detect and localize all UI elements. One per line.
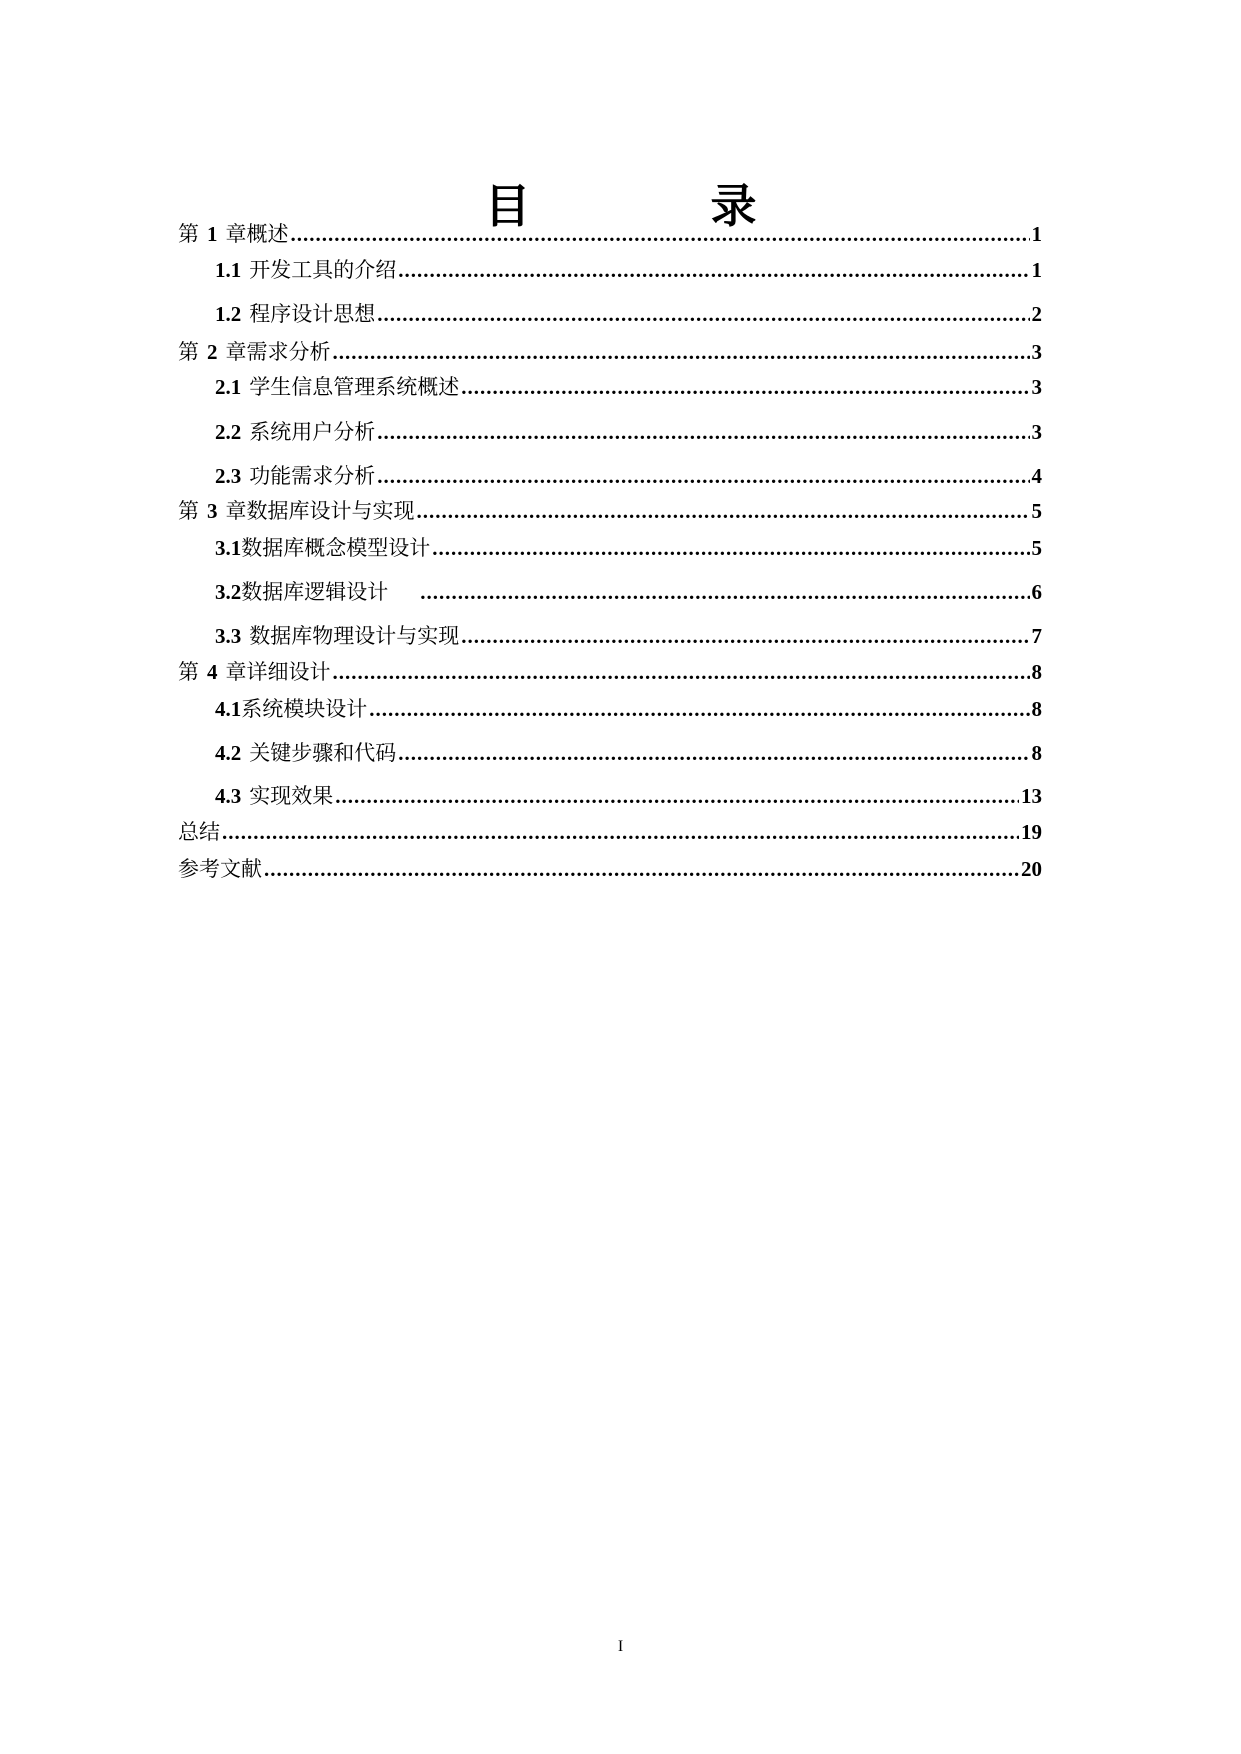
toc-entry-number: 4.2 <box>215 741 242 765</box>
toc-dot-leader <box>335 782 1019 810</box>
toc-entry-section-2-3[interactable] <box>215 462 1042 490</box>
toc-entry-page: 3 <box>1031 340 1042 364</box>
toc-entry-title: 章概述 <box>225 222 289 246</box>
toc-entry-page: 3 <box>1031 375 1042 399</box>
toc-entry-number: 3.1 <box>215 536 242 560</box>
toc-dot-leader <box>417 497 1030 525</box>
toc-entry-section-4-1[interactable] <box>215 695 1042 723</box>
toc-entry-title: 系统模块设计 <box>241 697 368 721</box>
toc-entry-page: 1 <box>1031 222 1042 246</box>
toc-dot-leader <box>333 658 1030 686</box>
toc-entry-section-3-1[interactable] <box>215 534 1042 562</box>
toc-entry-section-2-2[interactable] <box>215 418 1042 446</box>
toc-entry-prefix: 第 <box>178 499 199 523</box>
toc-entry-title: 功能需求分析 <box>249 464 376 488</box>
toc-entry-number: 2.3 <box>215 464 242 488</box>
toc-entry-page: 2 <box>1031 302 1042 326</box>
toc-entry-section-3-2[interactable] <box>215 578 1042 606</box>
toc-entry-page: 20 <box>1021 857 1042 881</box>
toc-dot-leader <box>398 739 1029 767</box>
toc-entry-number: 4.3 <box>215 784 242 808</box>
toc-dot-leader <box>461 373 1029 401</box>
toc-entry-chapter-2[interactable] <box>178 338 1042 366</box>
title-char-mu: 目 <box>484 179 531 233</box>
toc-entry-page: 13 <box>1021 784 1042 808</box>
toc-entry-section-1-1[interactable] <box>215 256 1042 284</box>
toc-entry-chapter-4[interactable] <box>178 658 1042 686</box>
toc-entry-page: 8 <box>1031 741 1042 765</box>
toc-entry-number: 1.2 <box>215 302 242 326</box>
toc-dot-leader <box>461 622 1029 650</box>
toc-entry-prefix: 第 <box>178 660 199 684</box>
toc-entry-prefix: 第 <box>178 340 199 364</box>
toc-entry-title: 参考文献 <box>178 857 262 881</box>
toc-entry-number: 2 <box>207 340 218 364</box>
toc-entry-page: 1 <box>1031 258 1042 282</box>
toc-entry-title: 系统用户分析 <box>249 420 376 444</box>
toc-entry-number: 3.2 <box>215 580 242 604</box>
toc-dot-leader <box>377 462 1029 490</box>
toc-entry-number: 4 <box>207 660 218 684</box>
toc-dot-leader <box>264 855 1019 883</box>
toc-entry-section-1-2[interactable] <box>215 300 1042 328</box>
toc-entry-page: 7 <box>1031 624 1042 648</box>
toc-entry-chapter-1[interactable] <box>178 220 1042 248</box>
toc-entry-section-3-3[interactable] <box>215 622 1042 650</box>
toc-entry-page: 5 <box>1031 499 1042 523</box>
toc-entry-page: 3 <box>1031 420 1042 444</box>
toc-entry-title: 开发工具的介绍 <box>249 258 397 282</box>
toc-entry-title: 数据库物理设计与实现 <box>249 624 460 648</box>
toc-entry-page: 6 <box>1031 580 1042 604</box>
toc-entry-title: 程序设计思想 <box>249 302 376 326</box>
toc-entry-number: 1.1 <box>215 258 242 282</box>
toc-entry-summary[interactable] <box>178 818 1042 846</box>
toc-dot-leader <box>420 578 1029 606</box>
toc-entry-section-4-2[interactable] <box>215 739 1042 767</box>
toc-entry-number: 3.3 <box>215 624 242 648</box>
toc-entry-title: 章需求分析 <box>225 340 331 364</box>
toc-entry-number: 1 <box>207 222 218 246</box>
toc-dot-leader <box>333 338 1030 366</box>
toc-dot-leader <box>291 220 1030 248</box>
toc-entry-section-2-1[interactable] <box>215 373 1042 401</box>
toc-entry-page: 8 <box>1031 697 1042 721</box>
toc-entry-title: 总结 <box>178 820 220 844</box>
toc-dot-leader <box>222 818 1019 846</box>
toc-entry-page: 5 <box>1031 536 1042 560</box>
toc-entry-page: 8 <box>1031 660 1042 684</box>
toc-entry-title: 学生信息管理系统概述 <box>249 375 460 399</box>
toc-entry-title: 实现效果 <box>249 784 334 808</box>
toc-dot-leader <box>369 695 1029 723</box>
toc-entry-page: 4 <box>1031 464 1042 488</box>
toc-entry-title: 章详细设计 <box>225 660 331 684</box>
toc-entry-page: 19 <box>1021 820 1042 844</box>
toc-entry-references[interactable] <box>178 855 1042 883</box>
toc-entry-number: 2.2 <box>215 420 242 444</box>
toc-dot-leader <box>377 300 1029 328</box>
toc-dot-leader <box>432 534 1029 562</box>
toc-entry-title: 章数据库设计与实现 <box>225 499 415 523</box>
toc-entry-title: 数据库概念模型设计 <box>241 536 431 560</box>
toc-entry-prefix: 第 <box>178 222 199 246</box>
toc-entry-title: 数据库逻辑设计 <box>241 580 389 604</box>
toc-entry-number: 3 <box>207 499 218 523</box>
page-number: I <box>617 1638 624 1655</box>
toc-dot-leader <box>377 418 1029 446</box>
toc-dot-leader <box>398 256 1029 284</box>
toc-entry-chapter-3[interactable] <box>178 497 1042 525</box>
toc-entry-number: 4.1 <box>215 697 242 721</box>
toc-entry-number: 2.1 <box>215 375 242 399</box>
toc-entry-section-4-3[interactable] <box>215 782 1042 810</box>
toc-entry-title: 关键步骤和代码 <box>249 741 397 765</box>
title-char-lu: 录 <box>710 179 757 233</box>
